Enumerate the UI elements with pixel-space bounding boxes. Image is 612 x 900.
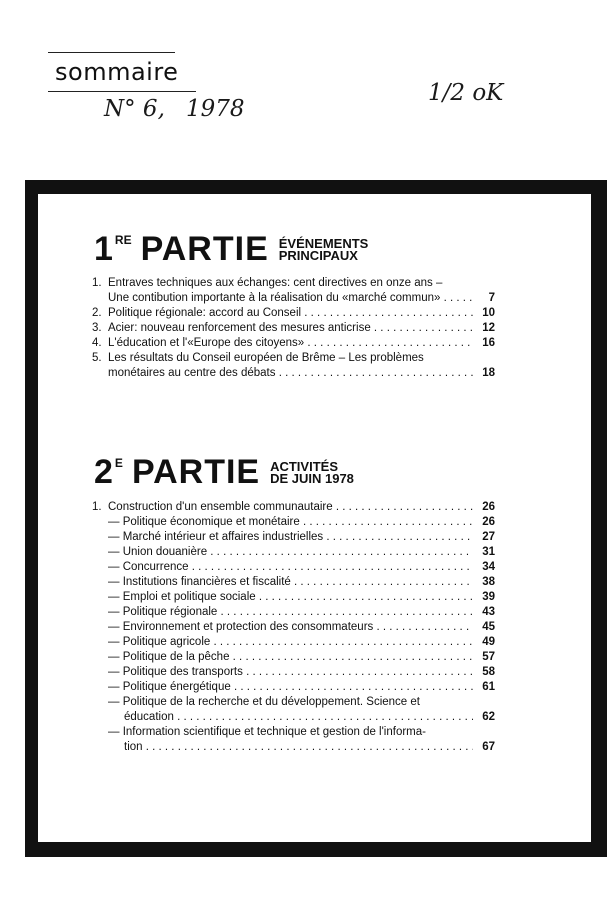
toc-entry-title: — Environnement et protection des consommateurs . . . — [108, 620, 473, 635]
toc-entry-title: Construction d'un ensemble communautaire . . . — [108, 500, 473, 515]
toc-entry-line — [92, 306, 495, 321]
toc-entry-title: tion . . . — [124, 740, 473, 755]
toc-entry-line — [92, 291, 495, 306]
toc-entry-title: éducation . . . — [124, 710, 473, 725]
handwritten-year: 1978 — [186, 96, 245, 122]
toc-entry-line — [92, 725, 495, 740]
toc-entry-title: — Marché intérieur et affaires industrielles . . . — [108, 530, 473, 545]
toc-entry-page: 10 — [482, 307, 495, 319]
toc-entry-page: 26 — [482, 501, 495, 513]
toc-entry-title: — Politique de la recherche et du développement. Science et — [108, 696, 420, 708]
toc-entry-line — [92, 695, 495, 710]
toc-entry-page: 38 — [482, 576, 495, 588]
part2-number: 2 — [94, 453, 113, 491]
toc-entry-line — [92, 665, 495, 680]
toc-entry-page: 26 — [482, 516, 495, 528]
toc-entry-title: — Politique énergétique . . . — [108, 680, 473, 695]
part2-toc — [92, 500, 495, 755]
toc-entry-title: — Politique régionale . . . — [108, 605, 473, 620]
toc-entry-line — [92, 515, 495, 530]
toc-entry-title: — Politique agricole . . . — [108, 635, 473, 650]
toc-entry-title: — Information scientifique et technique et gestion de l'informa- — [108, 726, 426, 738]
toc-entry-page: 7 — [488, 292, 495, 304]
toc-entry-page: 45 — [482, 621, 495, 633]
toc-entry-page: 58 — [482, 666, 495, 678]
part1-subtitle-line2: PRINCIPAUX — [278, 248, 358, 263]
part1-ordinal: RE — [114, 233, 132, 247]
toc-entry-line — [92, 635, 495, 650]
toc-entry-number: 1. — [92, 501, 102, 513]
header-rule-bottom — [48, 91, 196, 92]
toc-entry-page: 61 — [482, 681, 495, 693]
toc-entry-page: 27 — [482, 531, 495, 543]
toc-entry-number: 2. — [92, 307, 102, 319]
toc-entry-title: Les résultats du Conseil européen de Brême – Les problèmes — [108, 352, 424, 364]
toc-entry-line — [92, 545, 495, 560]
toc-entry-line — [92, 336, 495, 351]
toc-entry-title: — Politique des transports . . . — [108, 665, 473, 680]
toc-entry-line — [92, 575, 495, 590]
toc-entry-title: Une contibution importante à la réalisation du «marché commun» . . . — [108, 291, 473, 306]
toc-entry-title: — Institutions financières et fiscalité . . . — [108, 575, 473, 590]
toc-entry-page: 49 — [482, 636, 495, 648]
toc-entry-number: 3. — [92, 322, 102, 334]
part1-word: PARTIE — [140, 230, 269, 268]
toc-entry-page: 16 — [482, 337, 495, 349]
toc-entry-line — [92, 366, 495, 381]
toc-entry-page: 34 — [482, 561, 495, 573]
toc-entry-title: Entraves techniques aux échanges: cent directives en onze ans – — [108, 277, 443, 289]
toc-entry-number: 1. — [92, 277, 102, 289]
toc-entry-line — [92, 605, 495, 620]
toc-entry-line — [92, 680, 495, 695]
toc-entry-title: — Concurrence . . . — [108, 560, 473, 575]
part2-heading — [94, 455, 354, 489]
part2-subtitle — [270, 455, 354, 485]
handwritten-issue-number: N° 6, — [104, 96, 165, 122]
toc-entry-line — [92, 530, 495, 545]
toc-entry-title: — Politique économique et monétaire . . . — [108, 515, 473, 530]
part1-toc — [92, 276, 495, 381]
toc-entry-line — [92, 710, 495, 725]
toc-entry-line — [92, 500, 495, 515]
toc-entry-line — [92, 740, 495, 755]
toc-entry-page: 57 — [482, 651, 495, 663]
part1-subtitle-line1: ÉVÉNEMENTS — [278, 236, 369, 251]
toc-entry-page: 12 — [482, 322, 495, 334]
toc-entry-number: 4. — [92, 337, 102, 349]
toc-entry-number: 5. — [92, 352, 102, 364]
toc-entry-line — [92, 321, 495, 336]
toc-entry-line — [92, 351, 495, 366]
toc-entry-title: Acier: nouveau renforcement des mesures anticrise . . . — [108, 321, 473, 336]
part2-ordinal: E — [114, 456, 123, 470]
toc-entry-page: 18 — [482, 367, 495, 379]
toc-entry-title: — Emploi et politique sociale . . . — [108, 590, 473, 605]
part2-subtitle-line2: DE JUIN 1978 — [270, 471, 354, 486]
toc-entry-title: monétaires au centre des débats . . . — [108, 366, 473, 381]
toc-entry-line — [92, 650, 495, 665]
toc-entry-title: — Politique de la pêche . . . — [108, 650, 473, 665]
header-rule-top — [48, 52, 175, 53]
part1-heading — [94, 232, 368, 266]
toc-entry-page: 43 — [482, 606, 495, 618]
page-title: sommaire — [55, 58, 179, 86]
toc-entry-page: 39 — [482, 591, 495, 603]
toc-entry-page: 31 — [482, 546, 495, 558]
handwritten-note: 1/2 oK — [428, 80, 504, 106]
toc-entry-title: L'éducation et l'«Europe des citoyens» . . . — [108, 336, 473, 351]
toc-entry-line — [92, 590, 495, 605]
part2-subtitle-line1: ACTIVITÉS — [270, 459, 338, 474]
toc-entry-page: 62 — [482, 711, 495, 723]
toc-entry-line — [92, 276, 495, 291]
toc-entry-line — [92, 560, 495, 575]
part1-subtitle — [279, 232, 369, 262]
toc-entry-title: Politique régionale: accord au Conseil . . . — [108, 306, 473, 321]
toc-entry-page: 67 — [482, 741, 495, 753]
toc-entry-line — [92, 620, 495, 635]
toc-entry-title: — Union douanière . . . — [108, 545, 473, 560]
part2-word: PARTIE — [131, 453, 261, 491]
part1-number: 1 — [94, 230, 113, 268]
